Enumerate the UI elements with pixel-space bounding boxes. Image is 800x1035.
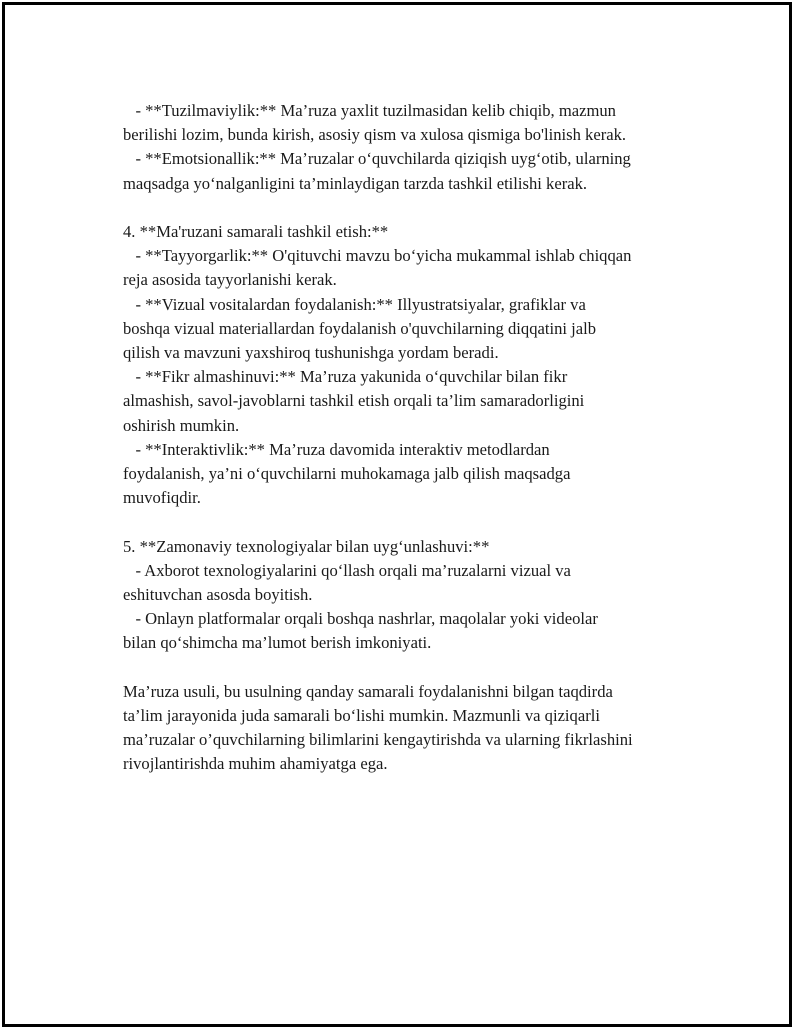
blank-line: [123, 196, 723, 220]
bullet-interaktivlik: - **Interaktivlik:** Ma’ruza davomida interaktiv metodlardan foydalanish, ya’ni o‘quvchilarni muhokamaga jalb qilish maqsadga muvofiqdir.: [123, 439, 571, 508]
bullet-emotsionallik: - **Emotsionallik:** Ma’ruzalar o‘quvchilarda qiziqish uyg‘otib, ularning maqsadga yo‘nalganligini ta’minlaydigan tarzda tashkil etilishi kerak.: [123, 149, 631, 193]
section-5-heading: 5. **Zamonaviy texnologiyalar bilan uyg‘unlashuvi:**: [123, 536, 490, 556]
page-content: [123, 99, 723, 777]
bullet-tuzilmaviylik: - **Tuzilmaviylik:** Ma’ruza yaxlit tuzilmasidan kelib chiqib, mazmun berilishi lozim, bunda kirish, asosiy qism va xulosa qismiga bo'linish kerak.: [123, 101, 627, 145]
page-frame: [2, 2, 792, 1027]
bullet-fikr-almashinuvi: - **Fikr almashinuvi:** Ma’ruza yakunida o‘quvchilar bilan fikr almashish, savol-javoblarni tashkil etish orqali ta’lim samaradorligini oshirish mumkin.: [123, 367, 585, 435]
blank-line: [123, 510, 723, 534]
conclusion-paragraph: Ma’ruza usuli, bu usulning qanday samarali foydalanishni bilgan taqdirda ta’lim jarayonida juda samarali bo‘lishi mumkin. Mazmunli va qiziqarli ma’ruzalar o’quvchilarning bilimlarini kengaytirishda va ularning fikrlashini rivojlantirishda muhim ahamiyatga ega.: [123, 681, 633, 774]
bullet-onlayn-platformalar: - Onlayn platformalar orqali boshqa nashrlar, maqolalar yoki videolar bilan qo‘shimcha ma’lumot berish imkoniyati.: [123, 609, 598, 653]
bullet-tayyorgarlik: - **Tayyorgarlik:** O'qituvchi mavzu bo‘yicha mukammal ishlab chiqqan reja asosida tayyorlanishi kerak.: [123, 246, 632, 290]
blank-line: [123, 656, 723, 680]
section-4-heading: 4. **Ma'ruzani samarali tashkil etish:**: [123, 222, 389, 241]
bullet-axborot-texnologiyalari: - Axborot texnologiyalarini qo‘llash orqali ma’ruzalarni vizual va eshituvchan asosda boyitish.: [123, 560, 571, 605]
bullet-vizual-vositalar: - **Vizual vositalardan foydalanish:** Illyustratsiyalar, grafiklar va boshqa vizual materiallardan foydalanish o'quvchilarning diqqatini jalb qilish va mavzuni yaxshiroq tushunishga yordam beradi.: [123, 294, 597, 363]
